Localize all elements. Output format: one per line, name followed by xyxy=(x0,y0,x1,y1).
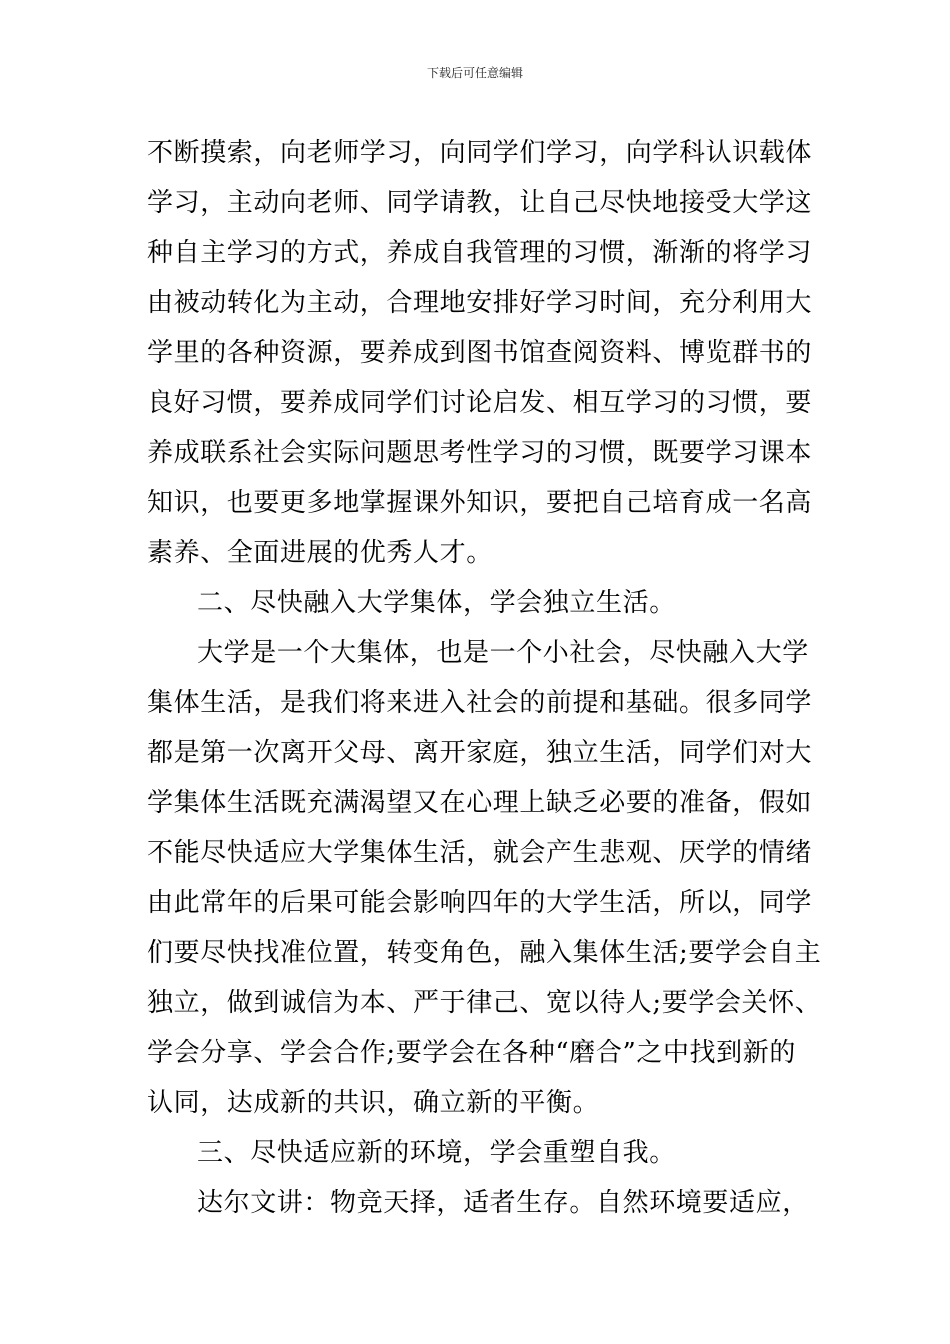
text-line: 达尔文讲：物竞天择，适者生存。自然环境要适应， xyxy=(197,1188,809,1218)
text-line: 不断摸索，向老师学习，向同学们学习，向学科认识载体 xyxy=(147,138,813,168)
text-line: 认同，达成新的共识，确立新的平衡。 xyxy=(147,1088,600,1118)
text-line: 知识，也要更多地掌握课外知识，要把自己培育成一名高 xyxy=(147,488,813,518)
page-header: 下载后可任意编辑 xyxy=(426,66,523,80)
text-line: 学里的各种资源，要养成到图书馆查阅资料、博览群书的 xyxy=(147,338,813,368)
text-line: 种自主学习的方式，养成自我管理的习惯，渐渐的将学习 xyxy=(147,238,813,268)
document-body xyxy=(147,128,822,1228)
text-line: 们要尽快找准位置，转变角色，融入集体生活;要学会自主 xyxy=(147,938,822,968)
text-line: 学习，主动向老师、同学请教，让自己尽快地接受大学这 xyxy=(147,188,813,218)
text-line: 二、尽快融入大学集体，学会独立生活。 xyxy=(197,588,676,618)
text-line: 由被动转化为主动，合理地安排好学习时间，充分利用大 xyxy=(147,288,813,318)
text-line: 学会分享、学会合作;要学会在各种“磨合”之中找到新的 xyxy=(147,1038,796,1068)
text-line: 三、尽快适应新的环境，学会重塑自我。 xyxy=(197,1138,676,1168)
text-line: 不能尽快适应大学集体生活，就会产生悲观、厌学的情绪 xyxy=(147,838,813,868)
text-line: 素养、全面进展的优秀人才。 xyxy=(147,538,493,568)
text-line: 学集体生活既充满渴望又在心理上缺乏必要的准备，假如 xyxy=(147,788,813,818)
text-line: 良好习惯，要养成同学们讨论启发、相互学习的习惯，要 xyxy=(147,388,813,418)
text-line: 集体生活，是我们将来进入社会的前提和基础。很多同学 xyxy=(147,688,813,718)
text-line: 都是第一次离开父母、离开家庭，独立生活，同学们对大 xyxy=(147,738,813,768)
text-line: 大学是一个大集体，也是一个小社会，尽快融入大学 xyxy=(197,638,809,668)
text-line: 独立，做到诚信为本、严于律己、宽以待人;要学会关怀、 xyxy=(147,988,822,1018)
text-line: 养成联系社会实际问题思考性学习的习惯，既要学习课本 xyxy=(147,438,813,468)
text-line: 由此常年的后果可能会影响四年的大学生活，所以，同学 xyxy=(147,888,813,918)
